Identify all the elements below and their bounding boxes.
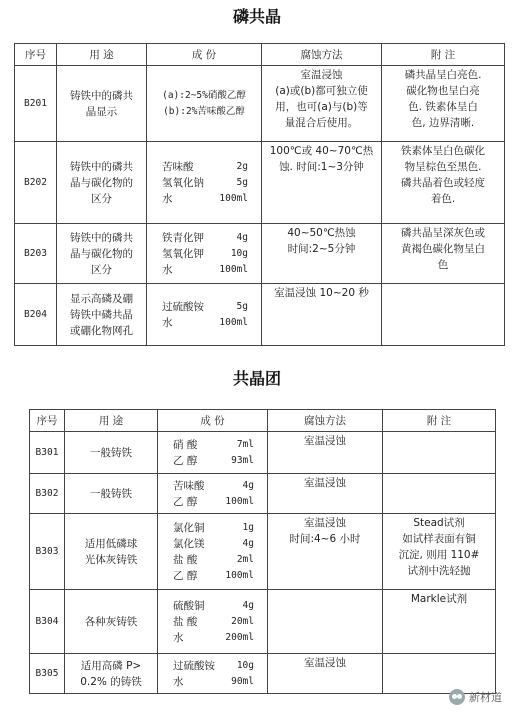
method-line: 室温浸蚀 [304, 657, 346, 669]
row-code: B301 [30, 432, 65, 474]
reagent-name: 硫酸铜 [173, 599, 205, 612]
row-code: B302 [30, 474, 65, 514]
note-line: 碳化物也呈白亮 [406, 85, 480, 97]
reagent-amount: 4g [242, 479, 254, 491]
composition-line [161, 453, 264, 469]
use-line: 铸铁中的磷共 [70, 160, 133, 173]
reagent-amount: 2g [236, 160, 248, 172]
row-etch-method [268, 432, 383, 474]
row-note [382, 142, 505, 224]
row-composition [147, 224, 262, 284]
row-note [383, 432, 496, 474]
reagent-name: 水 [162, 192, 173, 205]
note-line: 沉淀, 则用 110# [398, 549, 480, 561]
reagent-name: 水 [173, 631, 184, 644]
method-line: 室温浸蚀 [304, 435, 346, 447]
row-composition [147, 66, 262, 142]
method-line: 蚀. 时间:1~3分钟 [279, 161, 364, 173]
row-use [65, 514, 158, 590]
composition-line [161, 552, 264, 568]
column-header: 用 途 [57, 44, 147, 66]
table2-title: 共晶团 [232, 369, 281, 388]
row-use [57, 66, 147, 142]
composition-line [150, 159, 258, 175]
reagent-amount: 4g [242, 599, 254, 611]
reagent-name: 乙 醇 [173, 454, 198, 467]
reagent-amount: 200ml [225, 631, 254, 643]
row-code: B303 [30, 514, 65, 590]
row-etch-method [262, 224, 382, 284]
row-code: B203 [15, 224, 57, 284]
composition-line [161, 437, 264, 453]
composition-line [161, 568, 264, 584]
row-note [383, 590, 496, 654]
reagent-amount: 2ml [236, 553, 254, 565]
reagent-amount: 100ml [219, 316, 248, 328]
row-composition [158, 432, 268, 474]
use-line: 区分 [91, 263, 112, 276]
table-row [15, 224, 505, 284]
use-line: 晶与碳化物的 [70, 247, 133, 260]
reagent-name: 铁青化钾 [162, 231, 204, 244]
note-line: Stead试剂 [413, 517, 465, 529]
row-code: B201 [15, 66, 57, 142]
reagent-amount: 100ml [225, 495, 254, 507]
note-line: 黄褐色碳化物呈白 [401, 243, 485, 255]
reagent-name: 硝 酸 [173, 438, 198, 451]
row-etch-method [268, 590, 383, 654]
method-line: 用，也可(a)与(b)等 [275, 101, 368, 113]
table1-title: 磷共晶 [232, 7, 281, 26]
note-line: 磷共晶呈白亮色. [404, 69, 482, 81]
column-header: 成 份 [158, 410, 268, 432]
composition-line [150, 262, 258, 278]
table-row [30, 590, 496, 654]
method-line: 室温浸蚀 10~20 秒 [274, 287, 369, 299]
use-line: 晶显示 [85, 105, 118, 118]
reagent-amount: 100ml [219, 263, 248, 275]
column-header: 成 份 [147, 44, 262, 66]
wechat-icon [449, 689, 465, 705]
use-line: 显示高磷及硼 [70, 292, 133, 305]
reagent-amount: 10g [236, 659, 254, 671]
watermark [449, 689, 502, 705]
row-code: B305 [30, 654, 65, 694]
composition-line [161, 478, 264, 494]
composition-line [150, 315, 258, 331]
row-composition [158, 654, 268, 694]
row-composition [147, 142, 262, 224]
use-line: 一般铸铁 [90, 487, 132, 500]
method-line: 室温浸蚀 [304, 477, 346, 489]
reagent-amount: 93ml [231, 454, 254, 466]
reagent-name: 乙 醇 [173, 495, 198, 508]
row-code: B202 [15, 142, 57, 224]
reagent-amount: 20ml [231, 615, 254, 627]
row-code: B204 [15, 284, 57, 346]
composition-line [161, 658, 264, 674]
column-header: 腐蚀方法 [262, 44, 382, 66]
table1-body [15, 66, 505, 346]
row-etch-method [268, 514, 383, 590]
row-etch-method [268, 654, 383, 694]
composition-line [150, 246, 258, 262]
method-line: (a)或(b)都可独立使 [275, 85, 368, 97]
method-line: 时间:4~6 小时 [289, 533, 361, 545]
use-line: 晶与碳化物的 [70, 176, 133, 189]
row-note [383, 474, 496, 514]
composition-line [150, 299, 258, 315]
method-line: 室温浸蚀 [304, 517, 346, 529]
table-row [30, 514, 496, 590]
use-line: 各种灰铸铁 [84, 615, 138, 628]
note-line: 色 [437, 259, 449, 271]
note-line: 物呈棕色至黑色. [404, 161, 482, 173]
row-composition [158, 590, 268, 654]
eutectic-cell-table [29, 409, 496, 694]
method-line: 100℃或 40~70℃热 [269, 145, 374, 157]
column-header: 腐蚀方法 [268, 410, 383, 432]
method-line: 量混合后使用。 [284, 117, 359, 129]
reagent-name: 氯化铜 [173, 521, 205, 534]
use-line: 或硼化物网孔 [70, 324, 133, 337]
reagent-name: 氯化镁 [173, 537, 205, 550]
table-row [30, 474, 496, 514]
column-header: 序号 [15, 44, 57, 66]
row-use [57, 142, 147, 224]
use-line: 光体灰铸铁 [84, 553, 138, 566]
note-line: 色, 边界清晰. [411, 117, 475, 129]
table-row [30, 654, 496, 694]
row-composition [158, 514, 268, 590]
table-row [15, 142, 505, 224]
row-use [65, 590, 158, 654]
row-use [65, 654, 158, 694]
reagent-amount: 100ml [225, 569, 254, 581]
reagent-amount: 5g [236, 300, 248, 312]
watermark-text: 新材道 [469, 691, 502, 704]
reagent-name: 水 [173, 675, 184, 688]
row-note [382, 224, 505, 284]
reagent-name: 过硫酸铵 [173, 659, 215, 672]
row-etch-method [262, 142, 382, 224]
reagent-amount: 100ml [219, 192, 248, 204]
use-line: 一般铸铁 [90, 446, 132, 459]
row-use [65, 432, 158, 474]
use-line: 铸铁中的磷共 [70, 89, 133, 102]
row-use [57, 224, 147, 284]
row-note [383, 514, 496, 590]
reagent-name: 氢氧化钾 [162, 247, 204, 260]
row-code: B304 [30, 590, 65, 654]
note-line: Markle试剂 [410, 593, 468, 605]
table2-body [30, 432, 496, 694]
method-line: 40~50℃热蚀 [287, 227, 356, 239]
row-note [382, 284, 505, 346]
row-note [382, 66, 505, 142]
note-line: 着色. [430, 193, 456, 205]
row-composition [158, 474, 268, 514]
note-line: 色. 铁素体呈白 [408, 101, 478, 113]
composition-line [150, 230, 258, 246]
reagent-amount: 4g [236, 231, 248, 243]
use-line: 适用高磷 P> [80, 659, 142, 672]
row-composition [147, 284, 262, 346]
composition-line [161, 520, 264, 536]
table-row [15, 66, 505, 142]
reagent-amount: 4g [242, 537, 254, 549]
reagent-name: 苦味酸 [162, 160, 194, 173]
note-line: 磷共晶呈深灰色或 [401, 227, 485, 239]
table-row [30, 432, 496, 474]
reagent-name: 水 [162, 316, 173, 329]
reagent-name: 乙 醇 [173, 569, 198, 582]
use-line: 铸铁中的磷共 [70, 231, 133, 244]
note-line: 如试样表面有铜 [402, 533, 476, 545]
composition-line [161, 674, 264, 690]
reagent-name: 氢氧化钠 [162, 176, 204, 189]
composition-line [161, 536, 264, 552]
composition-line [150, 191, 258, 207]
reagent-name: 过硫酸铵 [162, 300, 204, 313]
row-use [65, 474, 158, 514]
reagent-amount: 7ml [236, 438, 254, 450]
reagent-name: 盐 酸 [173, 553, 198, 566]
note-line: 铁素体呈白色碳化 [401, 145, 485, 157]
method-line: 室温浸蚀 [300, 69, 343, 81]
row-etch-method [262, 66, 382, 142]
row-use [57, 284, 147, 346]
column-header: 附 注 [382, 44, 505, 66]
use-line: 0.2% 的铸铁 [80, 675, 142, 688]
use-line: 适用低磷球 [84, 537, 138, 550]
row-etch-method [268, 474, 383, 514]
composition-line: (b):2%苦味酸乙醇 [163, 105, 245, 117]
note-line: 试剂中洗轻抛 [407, 565, 471, 577]
reagent-amount: 5g [236, 176, 248, 188]
composition-line [161, 630, 264, 646]
column-header: 序号 [30, 410, 65, 432]
use-line: 铸铁中磷共晶 [70, 308, 133, 321]
reagent-name: 苦味酸 [173, 479, 205, 492]
phosphorus-eutectic-table [14, 43, 505, 346]
table-row [15, 284, 505, 346]
reagent-amount: 90ml [231, 675, 254, 687]
reagent-amount: 1g [242, 521, 254, 533]
row-note [383, 654, 496, 694]
reagent-name: 盐 酸 [173, 615, 198, 628]
column-header: 附 注 [383, 410, 496, 432]
table1-header-row [15, 44, 505, 66]
reagent-amount: 10g [230, 247, 248, 259]
table2-header-row [30, 410, 496, 432]
reagent-name: 水 [162, 263, 173, 276]
column-header: 用 途 [65, 410, 158, 432]
composition-line [161, 598, 264, 614]
composition-line [161, 494, 264, 510]
composition-line [150, 175, 258, 191]
row-etch-method [262, 284, 382, 346]
use-line: 区分 [91, 192, 112, 205]
composition-line: (a):2~5%硝酸乙醇 [162, 89, 246, 101]
note-line: 磷共晶着色或轻度 [401, 177, 485, 189]
composition-line [161, 614, 264, 630]
method-line: 时间:2~5分钟 [287, 243, 356, 255]
